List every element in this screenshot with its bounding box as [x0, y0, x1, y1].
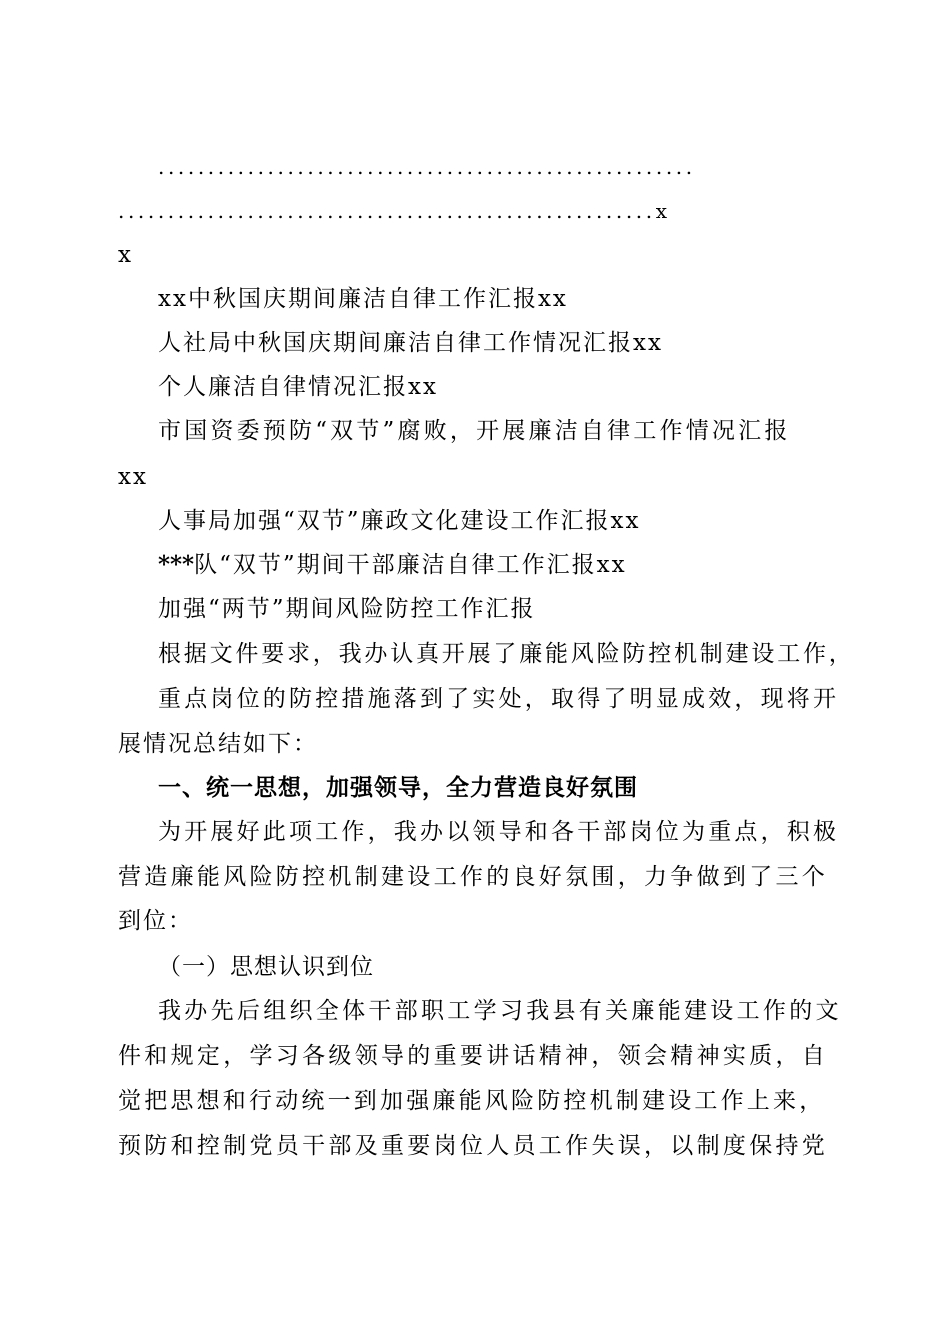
toc-leader-dots: ......................................................x	[118, 199, 671, 223]
toc-entry	[158, 550, 627, 580]
paragraph-line: 觉把思想和行动统一到加强廉能风险防控机制建设工作上来，	[118, 1088, 826, 1114]
paragraph-line: 为开展好此项工作，我办以领导和各干部岗位为重点，积极	[158, 819, 840, 845]
toc-entry: 个人廉洁自律情况汇报xx	[158, 374, 438, 400]
paragraph-line: 到位：	[118, 908, 193, 934]
subsection-heading: （一）思想认识到位	[158, 954, 374, 980]
paragraph-line: 展情况总结如下：	[118, 731, 318, 757]
toc-continuation: x	[118, 242, 133, 268]
toc-entry-prefix: ***	[158, 551, 195, 578]
paragraph-line: 件和规定，学习各级领导的重要讲话精神，领会精神实质，自	[118, 1043, 829, 1069]
section-heading: 一、统一思想，加强领导，全力营造良好氛围	[158, 775, 638, 801]
paragraph-line: 我办先后组织全体干部职工学习我县有关廉能建设工作的文	[158, 998, 842, 1024]
paragraph-line: 营造廉能风险防控机制建设工作的良好氛围，力争做到了三个	[118, 864, 829, 890]
toc-entry-text: 队“双节”期间干部廉洁自律工作汇报xx	[194, 552, 627, 578]
paragraph-line: 预防和控制党员干部及重要岗位人员工作失误，以制度保持党	[118, 1133, 829, 1159]
toc-entry: 人社局中秋国庆期间廉洁自律工作情况汇报xx	[158, 330, 663, 356]
toc-entry: xx中秋国庆期间廉洁自律工作汇报xx	[158, 286, 568, 312]
paragraph-line: 根据文件要求，我办认真开展了廉能风险防控机制建设工作，	[158, 641, 855, 667]
paragraph-line: 重点岗位的防控措施落到了实处，取得了明显成效，现将开	[158, 686, 840, 712]
document-title: 加强“两节”期间风险防控工作汇报	[158, 596, 536, 622]
toc-leader-dots: ......................................................	[158, 155, 696, 179]
toc-entry: 市国资委预防“双节”腐败，开展廉洁自律工作情况汇报	[158, 418, 791, 444]
toc-entry: 人事局加强“双节”廉政文化建设工作汇报xx	[158, 508, 641, 534]
toc-continuation: xx	[118, 464, 148, 490]
